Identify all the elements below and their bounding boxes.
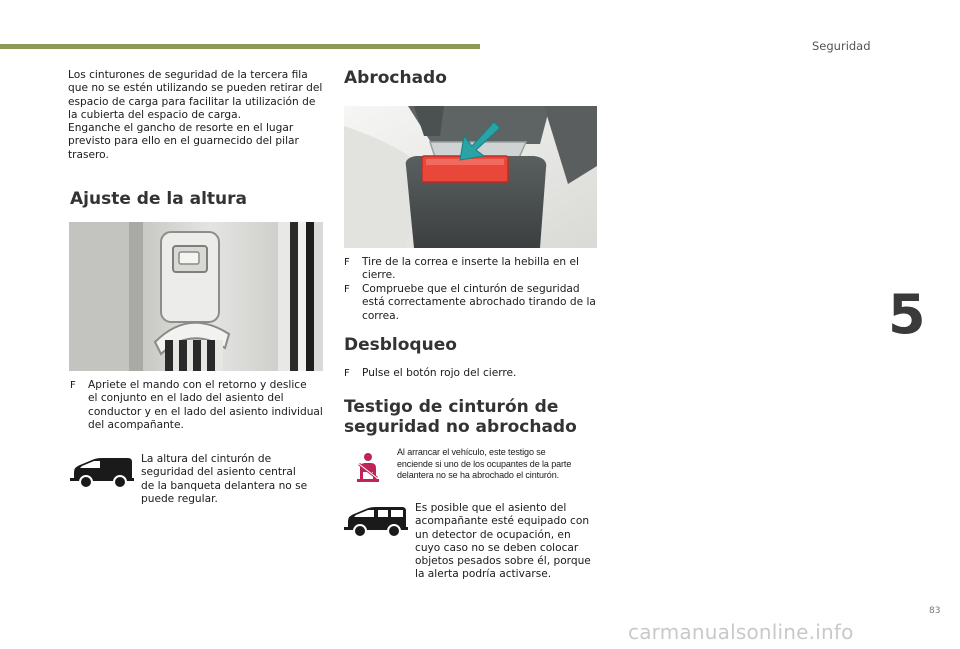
instruction-line: del acompañante. bbox=[88, 418, 184, 431]
note-line: un detector de ocupación, en bbox=[415, 528, 571, 541]
page-number: 83 bbox=[929, 606, 941, 616]
note-line: cuyo caso no se deben colocar bbox=[415, 541, 579, 554]
note-line: Es posible que el asiento del bbox=[415, 502, 567, 514]
note-line: La altura del cinturón de bbox=[141, 453, 272, 465]
warning-line: enciende si uno de los ocupantes de la parte bbox=[397, 458, 572, 469]
bullet-marker: F bbox=[70, 380, 76, 391]
instruction-line: el conjunto en el lado del asiento del bbox=[88, 392, 284, 405]
intro-paragraph bbox=[68, 69, 328, 162]
van-icon bbox=[70, 457, 134, 489]
bullet-marker: F bbox=[344, 368, 350, 379]
fasten-instruction-1 bbox=[344, 256, 600, 283]
intro-line: Los cinturones de seguridad de la tercera fila bbox=[68, 69, 308, 81]
intro-line: trasero. bbox=[68, 148, 109, 161]
note-line: la alerta podría activarse. bbox=[415, 568, 552, 581]
note-line: de la banqueta delantera no se bbox=[141, 479, 308, 492]
instruction-line: Tire de la correa e inserte la hebilla en el bbox=[362, 256, 579, 268]
intro-line: la cubierta del espacio de carga. bbox=[68, 108, 241, 121]
watermark: carmanualsonline.info bbox=[628, 620, 854, 644]
unlock-heading: Desbloqueo bbox=[344, 335, 457, 355]
warning-line: Al arrancar el vehículo, este testigo se bbox=[397, 447, 546, 457]
fasten-instruction-2 bbox=[344, 283, 600, 323]
instruction-line: cierre. bbox=[362, 269, 396, 282]
van-icon bbox=[344, 506, 408, 538]
bullet-marker: F bbox=[344, 257, 350, 268]
instruction-line: conductor y en el lado del asiento individual bbox=[88, 405, 323, 418]
instruction-line: Apriete el mando con el retorno y deslice bbox=[88, 379, 307, 391]
warning-description bbox=[397, 447, 607, 482]
instruction-line: correa. bbox=[362, 309, 399, 322]
heading-line: seguridad no abrochado bbox=[344, 417, 577, 437]
height-adjust-instruction bbox=[70, 379, 332, 432]
occupancy-note bbox=[415, 502, 615, 582]
intro-line: que no se estén utilizando se pueden retirar del bbox=[68, 82, 323, 95]
fasten-heading: Abrochado bbox=[344, 68, 447, 88]
instruction-line: Compruebe que el cinturón de seguridad bbox=[362, 283, 580, 295]
buckle-photo bbox=[344, 106, 597, 248]
intro-line: Enganche el gancho de resorte en el lugar bbox=[68, 122, 294, 135]
section-label: Seguridad bbox=[812, 39, 871, 53]
note-line: puede regular. bbox=[141, 492, 218, 505]
instruction-line: Pulse el botón rojo del cierre. bbox=[362, 367, 517, 379]
unlock-instruction bbox=[344, 367, 600, 380]
note-line: objetos pesados sobre él, porque bbox=[415, 555, 591, 568]
intro-line: previsto para ello en el guarnecido del pilar bbox=[68, 135, 299, 148]
height-adjuster-photo bbox=[69, 222, 323, 371]
intro-line: espacio de carga para facilitar la utilización de bbox=[68, 95, 316, 108]
note-line: seguridad del asiento central bbox=[141, 466, 296, 479]
warning-heading bbox=[344, 397, 577, 437]
heading-line: Testigo de cinturón de bbox=[344, 397, 559, 417]
chapter-number: 5 bbox=[888, 283, 926, 346]
height-adjust-heading: Ajuste de la altura bbox=[70, 189, 247, 209]
bullet-marker: F bbox=[344, 284, 350, 295]
instruction-line: está correctamente abrochado tirando de la bbox=[362, 296, 596, 309]
note-line: acompañante esté equipado con bbox=[415, 515, 590, 528]
seatbelt-warning-icon bbox=[355, 452, 381, 484]
warning-line: delantera no se ha abrochado el cinturón. bbox=[397, 470, 560, 481]
height-note bbox=[141, 453, 321, 506]
header-accent-bar bbox=[0, 44, 480, 49]
